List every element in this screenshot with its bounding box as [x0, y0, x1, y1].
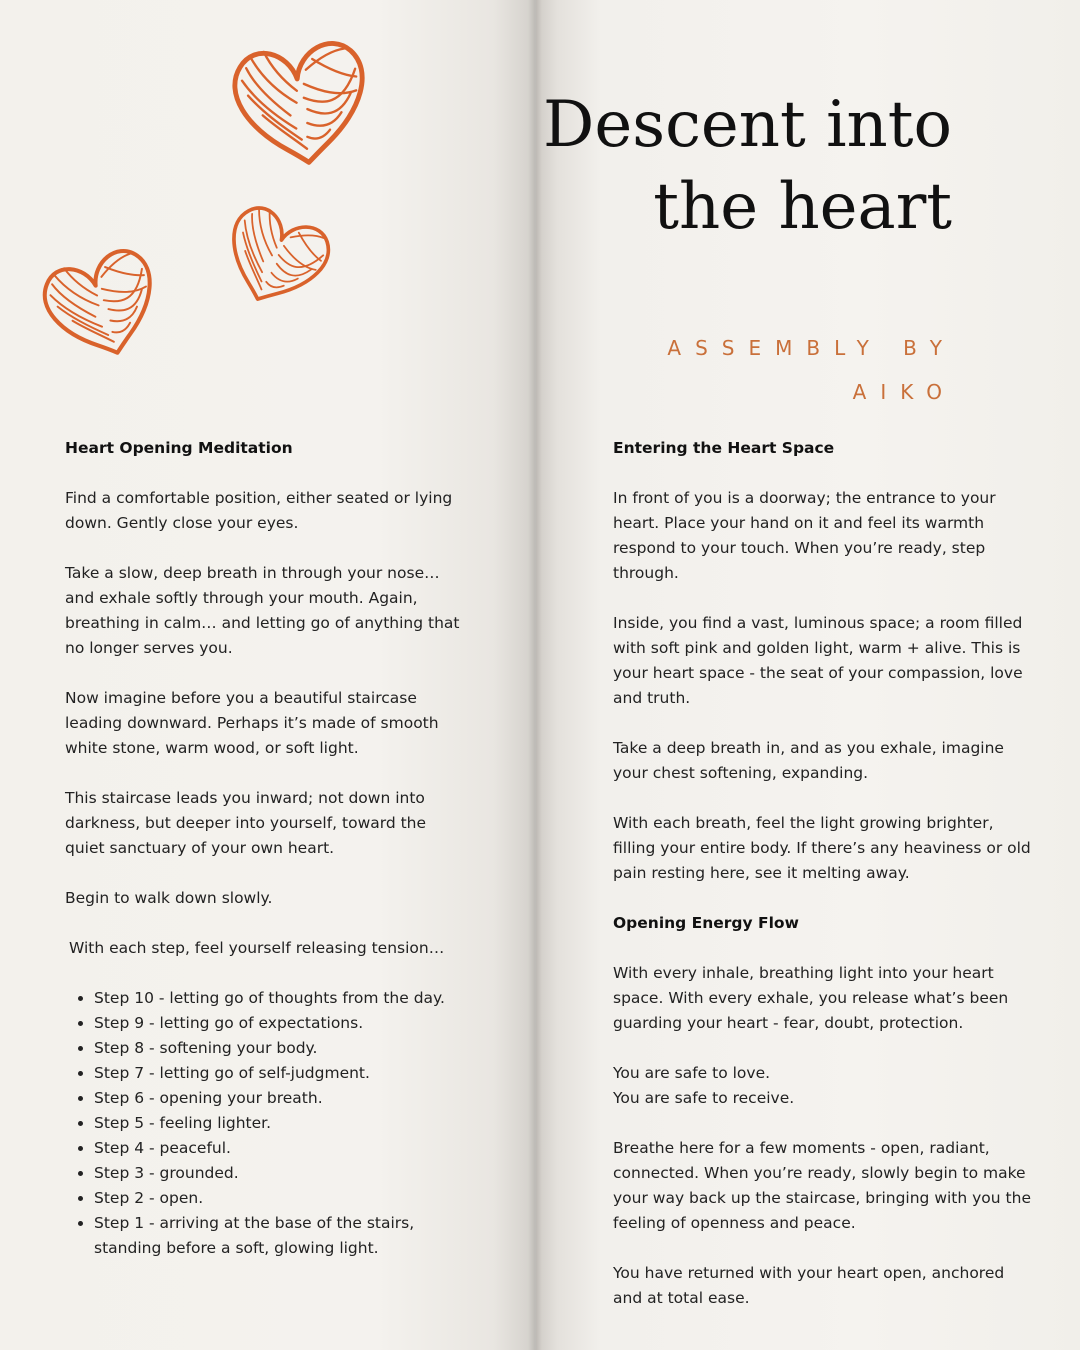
list-item: • Step 9 - letting go of expectations.	[94, 1011, 465, 1036]
step-list	[65, 986, 465, 1261]
heart-icon	[230, 39, 373, 171]
section-heading: Heart Opening Meditation	[65, 439, 293, 457]
section-heading: Entering the Heart Space	[613, 439, 835, 457]
list-item: • Step 3 - grounded.	[94, 1161, 465, 1186]
section-heading: Opening Energy Flow	[613, 914, 799, 932]
list-item: • Step 5 - feeling lighter.	[94, 1111, 465, 1136]
list-item: • Step 8 - softening your body.	[94, 1036, 465, 1061]
list-item: • Step 7 - letting go of self-judgment.	[94, 1061, 465, 1086]
paragraph: You are safe to receive.	[613, 1089, 795, 1107]
heart-icon	[214, 200, 336, 317]
list-item: • Step 6 - opening your breath.	[94, 1086, 465, 1111]
title-line-2: the heart	[653, 170, 952, 244]
page-title	[543, 84, 952, 248]
paragraph: Inside, you find a vast, luminous space; a room filled with soft pink and golden light, warm + alive. This is your heart space - the seat of your compassion, love and truth.	[613, 614, 1023, 707]
list-item: • Step 2 - open.	[94, 1186, 465, 1211]
paragraph: Begin to walk down slowly.	[65, 889, 273, 907]
credit-line-1: ASSEMBLY BY	[667, 336, 956, 360]
paragraph: In front of you is a doorway; the entrance to your heart. Place your hand on it and feel its warmth respond to your touch. When you’re ready, step through.	[613, 489, 996, 582]
title-line-1: Descent into	[543, 88, 952, 162]
paragraph: Take a slow, deep breath in through your nose… and exhale softly through your mouth. Again, breathing in calm… and letting go of anything that no longer serves you.	[65, 564, 460, 657]
heart-icon	[37, 244, 169, 369]
paragraph: You are safe to love.	[613, 1064, 771, 1082]
paragraph: Take a deep breath in, and as you exhale, imagine your chest softening, expanding.	[613, 739, 1004, 782]
paragraph: Find a comfortable position, either seated or lying down. Gently close your eyes.	[65, 489, 453, 532]
left-column	[65, 436, 465, 1261]
list-item: • Step 10 - letting go of thoughts from the day.	[94, 986, 465, 1011]
list-item: • Step 1 - arriving at the base of the stairs, standing before a soft, glowing light.	[94, 1211, 465, 1261]
credit-line-2: AIKO	[852, 380, 956, 404]
paragraph: With each step, feel yourself releasing tension…	[69, 939, 445, 957]
paragraph: With each breath, feel the light growing brighter, filling your entire body. If there’s any heaviness or old pain resting here, see it melting away.	[613, 814, 1031, 882]
right-column	[613, 436, 1033, 1336]
author-credit	[667, 326, 956, 414]
list-item: • Step 4 - peaceful.	[94, 1136, 465, 1161]
paragraph: Breathe here for a few moments - open, radiant, connected. When you’re ready, slowly begin to make your way back up the staircase, bringing with you the feeling of openness and peace.	[613, 1139, 1031, 1232]
paragraph: Now imagine before you a beautiful staircase leading downward. Perhaps it’s made of smooth white stone, warm wood, or soft light.	[65, 689, 439, 757]
hearts-decoration	[0, 0, 536, 400]
paragraph: With every inhale, breathing light into your heart space. With every exhale, you release what’s been guarding your heart - fear, doubt, protection.	[613, 964, 1009, 1032]
paragraph: You have returned with your heart open, anchored and at total ease.	[613, 1264, 1005, 1307]
paragraph: This staircase leads you inward; not down into darkness, but deeper into yourself, toward the quiet sanctuary of your own heart.	[65, 789, 427, 857]
